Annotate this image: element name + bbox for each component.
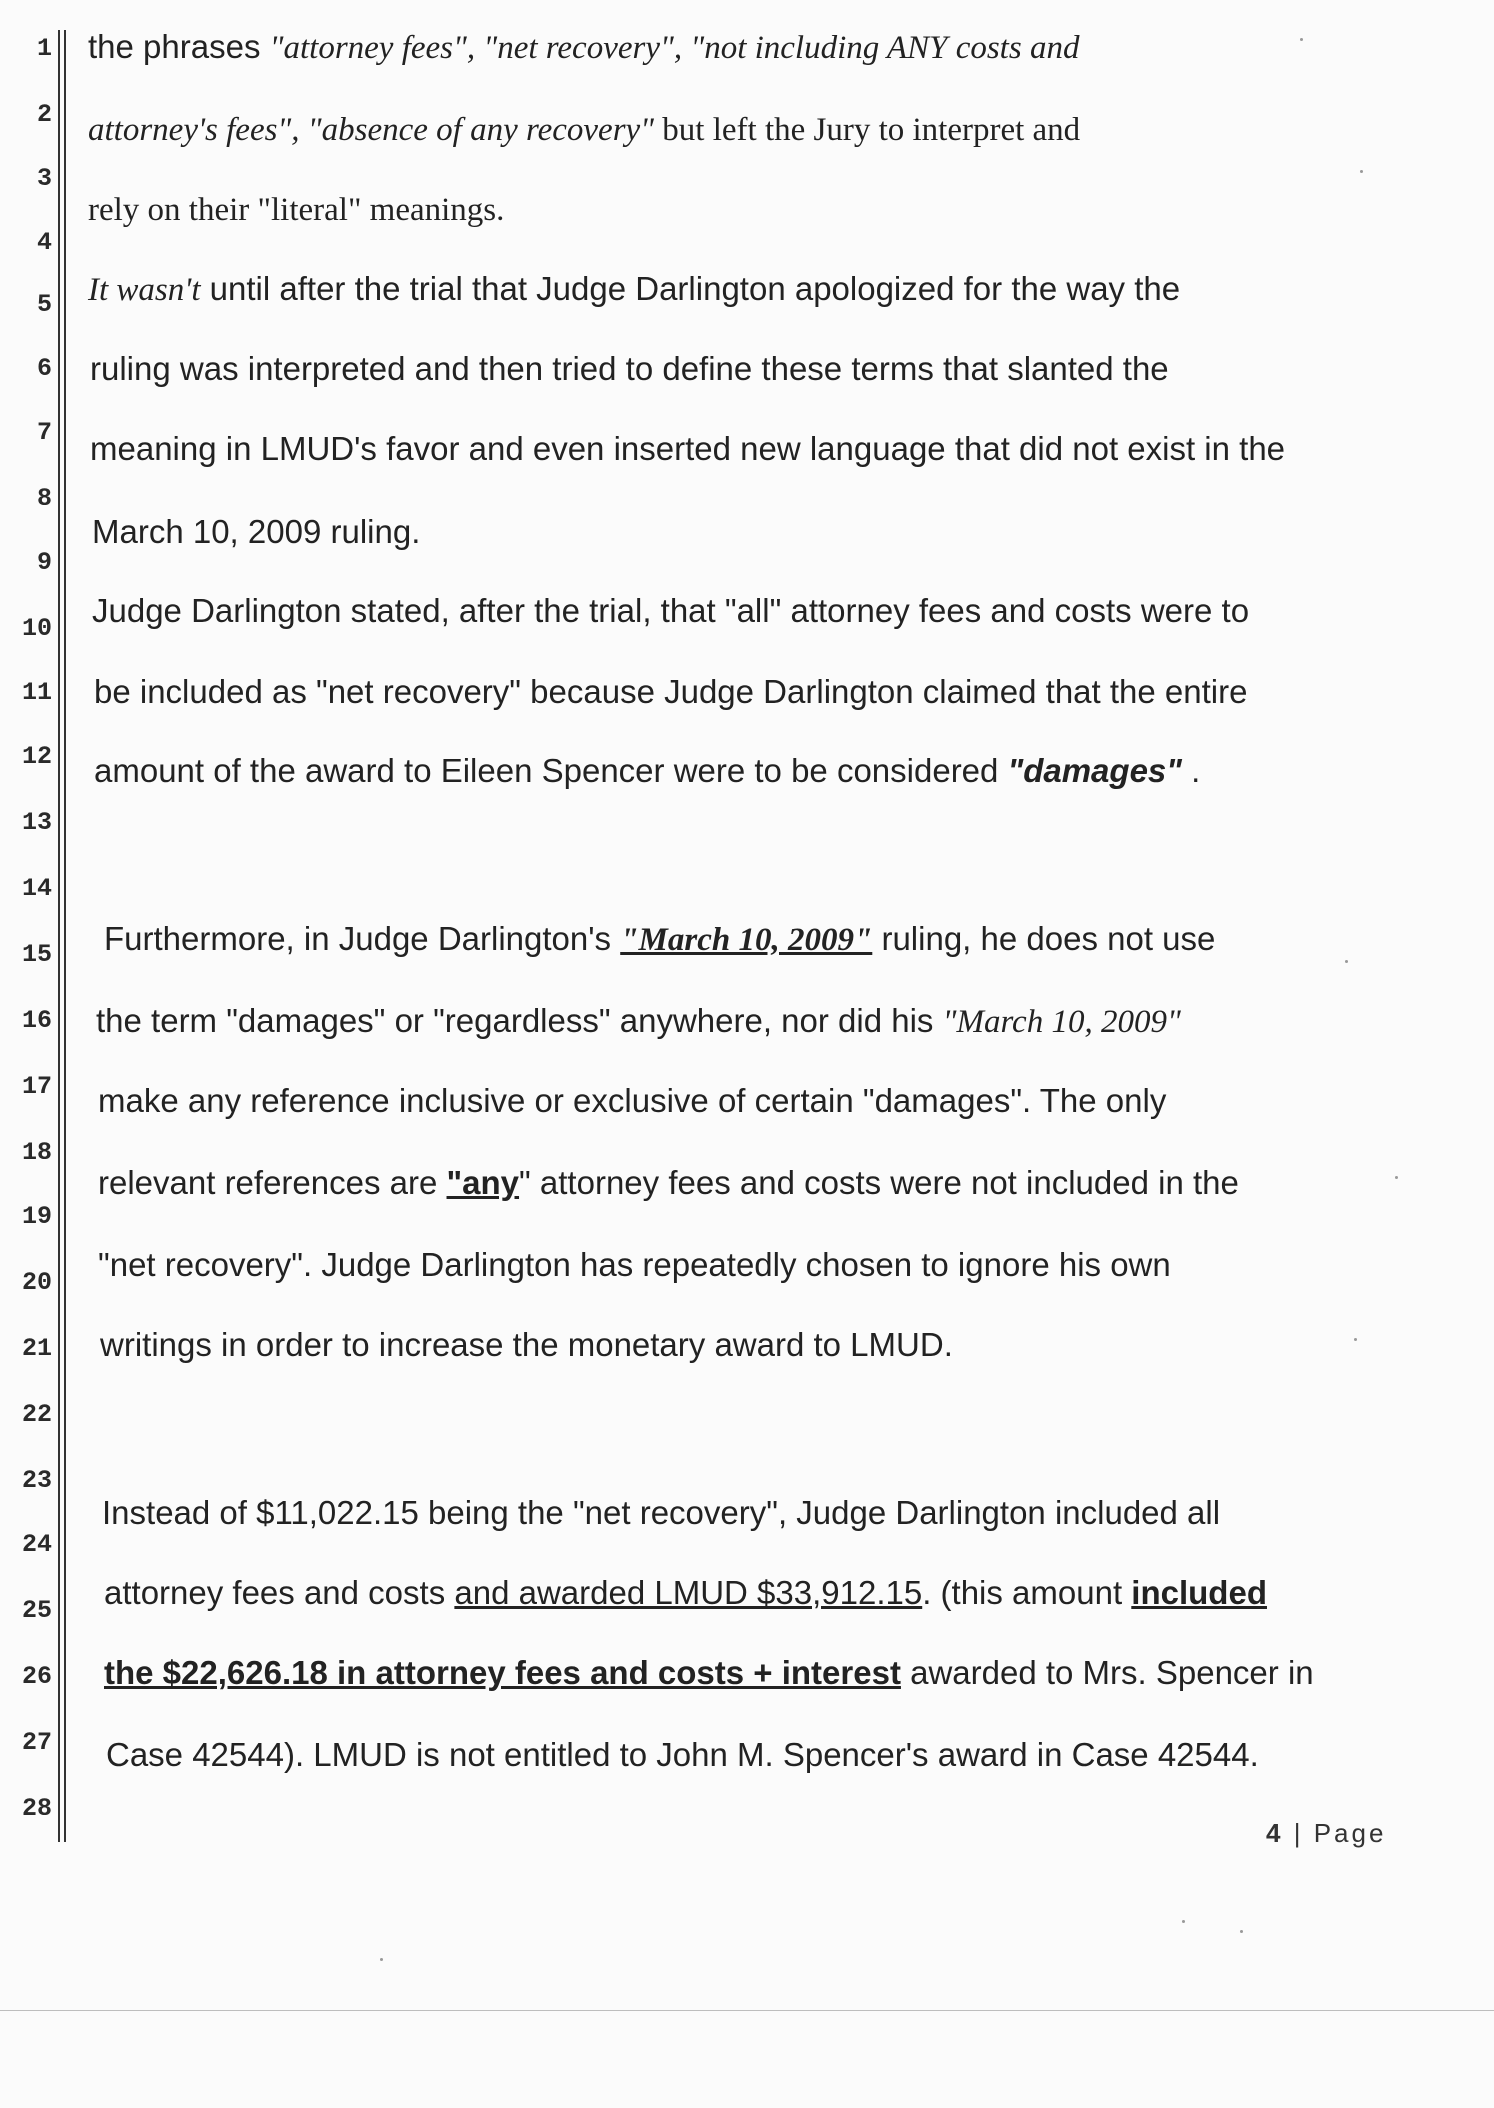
line-number: 26	[21, 1662, 52, 1691]
line-number: 18	[21, 1138, 52, 1167]
line-number: 5	[36, 290, 52, 319]
text-line: the phrases "attorney fees", "net recovery", "not including ANY costs and	[88, 28, 1080, 66]
line-number: 28	[21, 1794, 52, 1823]
line-number: 9	[36, 548, 52, 577]
line-number: 23	[21, 1466, 52, 1495]
text-line: Judge Darlington stated, after the trial, that "all" attorney fees and costs were to	[92, 592, 1250, 629]
line-number: 7	[36, 418, 52, 447]
page-footer	[1266, 1818, 1386, 1849]
text-line: attorney fees and costs and awarded LMUD $33,912.15. (this amount included	[104, 1574, 1267, 1611]
scan-speck	[1360, 170, 1363, 173]
text-line: the term "damages" or "regardless" anywhere, nor did his "March 10, 2009"	[96, 1002, 1181, 1040]
scan-speck	[1182, 1920, 1185, 1923]
line-number: 3	[36, 164, 52, 193]
line-number: 13	[21, 808, 52, 837]
footer-separator: |	[1293, 1818, 1304, 1848]
line-number: 12	[21, 742, 52, 771]
page-number: 4	[1266, 1818, 1284, 1848]
scan-edge	[0, 2010, 1494, 2011]
line-number: 20	[21, 1268, 52, 1297]
scan-speck	[1395, 1176, 1398, 1179]
line-number: 6	[36, 354, 52, 383]
text-line: relevant references are "any" attorney fees and costs were not included in the	[98, 1164, 1239, 1201]
line-number: 10	[21, 614, 52, 643]
text-line: Case 42544). LMUD is not entitled to John M. Spencer's award in Case 42544.	[106, 1736, 1259, 1773]
text-line: Instead of $11,022.15 being the "net recovery", Judge Darlington included all	[102, 1494, 1221, 1531]
text-line: the $22,626.18 in attorney fees and costs + interest awarded to Mrs. Spencer in	[104, 1654, 1314, 1691]
line-number: 1	[36, 34, 52, 63]
line-number: 11	[21, 678, 52, 707]
line-number: 25	[21, 1596, 52, 1625]
margin-rule	[58, 30, 66, 1842]
text-line: March 10, 2009 ruling.	[92, 513, 421, 550]
line-number: 2	[36, 100, 52, 129]
line-number: 21	[21, 1334, 52, 1363]
text-line: amount of the award to Eileen Spencer were to be considered "damages" .	[94, 752, 1201, 789]
line-number: 22	[21, 1400, 52, 1429]
line-number: 27	[21, 1728, 52, 1757]
text-line: writings in order to increase the monetary award to LMUD.	[100, 1326, 953, 1363]
scan-speck	[380, 1958, 383, 1961]
text-line: make any reference inclusive or exclusive of certain "damages". The only	[98, 1082, 1167, 1119]
text-line: meaning in LMUD's favor and even inserted new language that did not exist in the	[90, 430, 1286, 467]
line-number: 24	[21, 1530, 52, 1559]
text-line: be included as "net recovery" because Judge Darlington claimed that the entire	[94, 673, 1248, 710]
text-line: attorney's fees", "absence of any recovery" but left the Jury to interpret and	[88, 112, 1081, 148]
text-line: ruling was interpreted and then tried to define these terms that slanted the	[90, 350, 1169, 387]
scan-speck	[1345, 960, 1348, 963]
line-number: 4	[36, 228, 52, 257]
line-number: 16	[21, 1006, 52, 1035]
text-line: rely on their "literal" meanings.	[88, 192, 505, 228]
page-label: Page	[1313, 1818, 1387, 1848]
text-line: Furthermore, in Judge Darlington's "March 10, 2009" ruling, he does not use	[104, 920, 1216, 958]
line-number: 15	[21, 940, 52, 969]
line-number: 8	[36, 484, 52, 513]
line-number: 14	[21, 874, 52, 903]
text-line: "net recovery". Judge Darlington has repeatedly chosen to ignore his own	[98, 1246, 1171, 1283]
text-line: It wasn't until after the trial that Judge Darlington apologized for the way the	[88, 270, 1181, 308]
scan-speck	[1354, 1338, 1357, 1341]
line-number: 19	[21, 1202, 52, 1231]
scan-speck	[1240, 1930, 1243, 1933]
line-number: 17	[21, 1072, 52, 1101]
scan-speck	[1300, 38, 1303, 41]
